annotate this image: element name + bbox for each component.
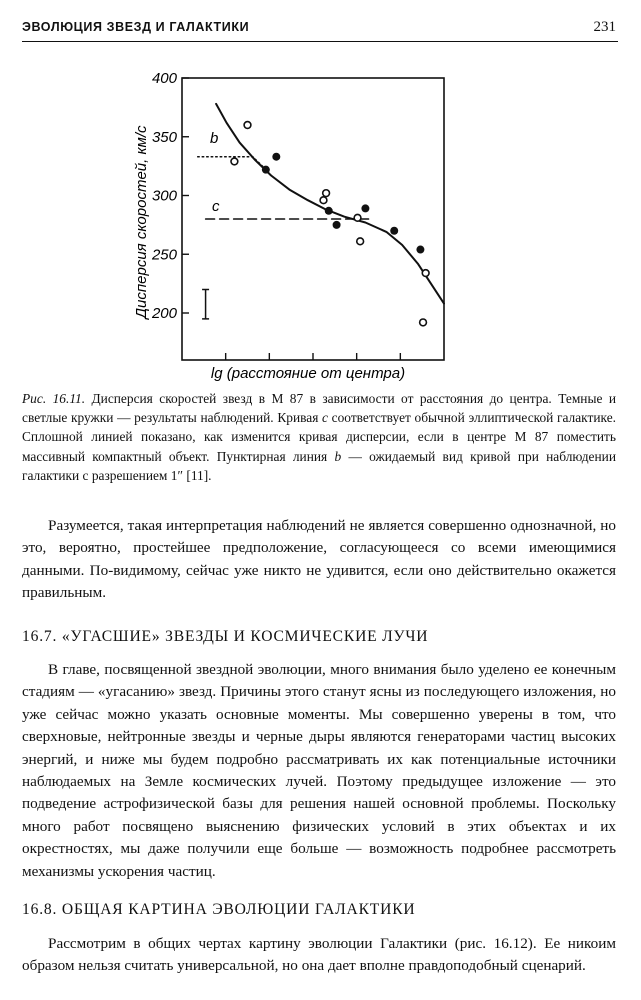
open-point bbox=[320, 197, 327, 204]
open-point bbox=[420, 319, 427, 326]
caption-text: Дисперсия скоростей звезд в M 87 в зависимости от расстояния до центра. Темные и светлые кружки — результаты наблюдений. Кривая bbox=[22, 391, 616, 426]
y-tick-label: 200 bbox=[151, 305, 177, 322]
open-point bbox=[323, 190, 330, 197]
paragraph-interpretation: Разумеется, такая интерпретация наблюдений не является совершенно однозначной, но это, вероятно, простейшее предположение, согласующееся со всеми имеющимися данными. По-видимому, сейчас уже никто не удивится, если оно действительно окажется правильным. bbox=[22, 517, 616, 602]
running-header bbox=[22, 17, 618, 42]
paragraph-galaxy-evolution: Рассмотрим в общих чертах картину эволюции Галактики (рис. 16.12). Ее никоим образом нельзя считать универсальной, но она дает вполне правдоподобный сценарий. bbox=[22, 935, 616, 975]
paragraph-dead-stars: В главе, посвященной звездной эволюции, много внимания было уделено ее конечным стадиям — «угасанию» звезд. Причины этого станут ясны из последующего изложения, но уже сейчас можно указать основные моменты. Мы совершенно уверены в том, что сверхновые, нейтронные звезды и черные дыры являются генераторами частиц высоких энергий, и ниже мы будем подробно рассматривать их как потенциальные источники наблюдаемых на Земле космических лучей. Поэтому предыдущее изложение — это подведение астрофизической базы для решения нашей основной проблемы. Поскольку много работ посвящено выяснению физических условий в этих объектах и их окрестностях, мы даже получили еще больше — возможность подробнее рассмотреть механизмы ускорения частиц. bbox=[22, 661, 616, 880]
y-tick-label: 300 bbox=[151, 187, 177, 205]
filled-point bbox=[325, 207, 333, 215]
y-tick-label: 250 bbox=[151, 246, 177, 264]
curve-solid bbox=[216, 104, 444, 304]
running-title: ЭВОЛЮЦИЯ ЗВЕЗД И ГАЛАКТИКИ bbox=[22, 20, 250, 34]
velocity-dispersion-chart bbox=[120, 62, 460, 384]
y-ticks bbox=[151, 70, 189, 322]
y-tick-label: 350 bbox=[151, 128, 177, 146]
x-axis-label: lg (расстояние от центра) bbox=[210, 365, 406, 382]
y-axis-label: Дисперсия скоростей, км/с bbox=[133, 125, 150, 319]
filled-point bbox=[333, 221, 341, 229]
figure-caption bbox=[22, 389, 616, 485]
y-tick-label: 400 bbox=[151, 70, 177, 87]
filled-point bbox=[361, 204, 369, 212]
open-point bbox=[357, 238, 364, 245]
open-point bbox=[231, 158, 238, 165]
caption-label: Рис. 16.11. bbox=[22, 391, 86, 406]
caption-var-c: c bbox=[322, 410, 328, 426]
section-heading-16-7: 16.7. «УГАСШИЕ» ЗВЕЗДЫ И КОСМИЧЕСКИЕ ЛУЧИ bbox=[22, 628, 429, 645]
caption-var-b: b bbox=[334, 448, 342, 464]
open-point bbox=[422, 270, 429, 277]
page-number: 231 bbox=[593, 19, 616, 35]
filled-point bbox=[390, 227, 398, 235]
caption-text-2: соответствует обычной эллиптической галактике. Сплошной линией показано, как изменится кривая дисперсии, если в центре M 87 поместить массивный компактный объект. Пунктирная линия bbox=[22, 410, 616, 464]
filled-point bbox=[416, 246, 424, 254]
x-ticks bbox=[226, 353, 401, 360]
open-point bbox=[244, 122, 251, 129]
curves bbox=[198, 104, 444, 319]
caption-text-3: — ожидаемый вид кривой при наблюдении галактики с разрешением 1″ [11]. bbox=[22, 448, 616, 483]
section-heading-16-8: 16.8. ОБЩАЯ КАРТИНА ЭВОЛЮЦИИ ГАЛАКТИКИ bbox=[22, 901, 416, 918]
curve-label-c: c bbox=[212, 198, 220, 215]
filled-point bbox=[272, 153, 280, 161]
filled-point bbox=[262, 166, 270, 174]
curve-label-b: b bbox=[210, 130, 219, 147]
open-point bbox=[354, 214, 361, 221]
points bbox=[231, 122, 429, 326]
